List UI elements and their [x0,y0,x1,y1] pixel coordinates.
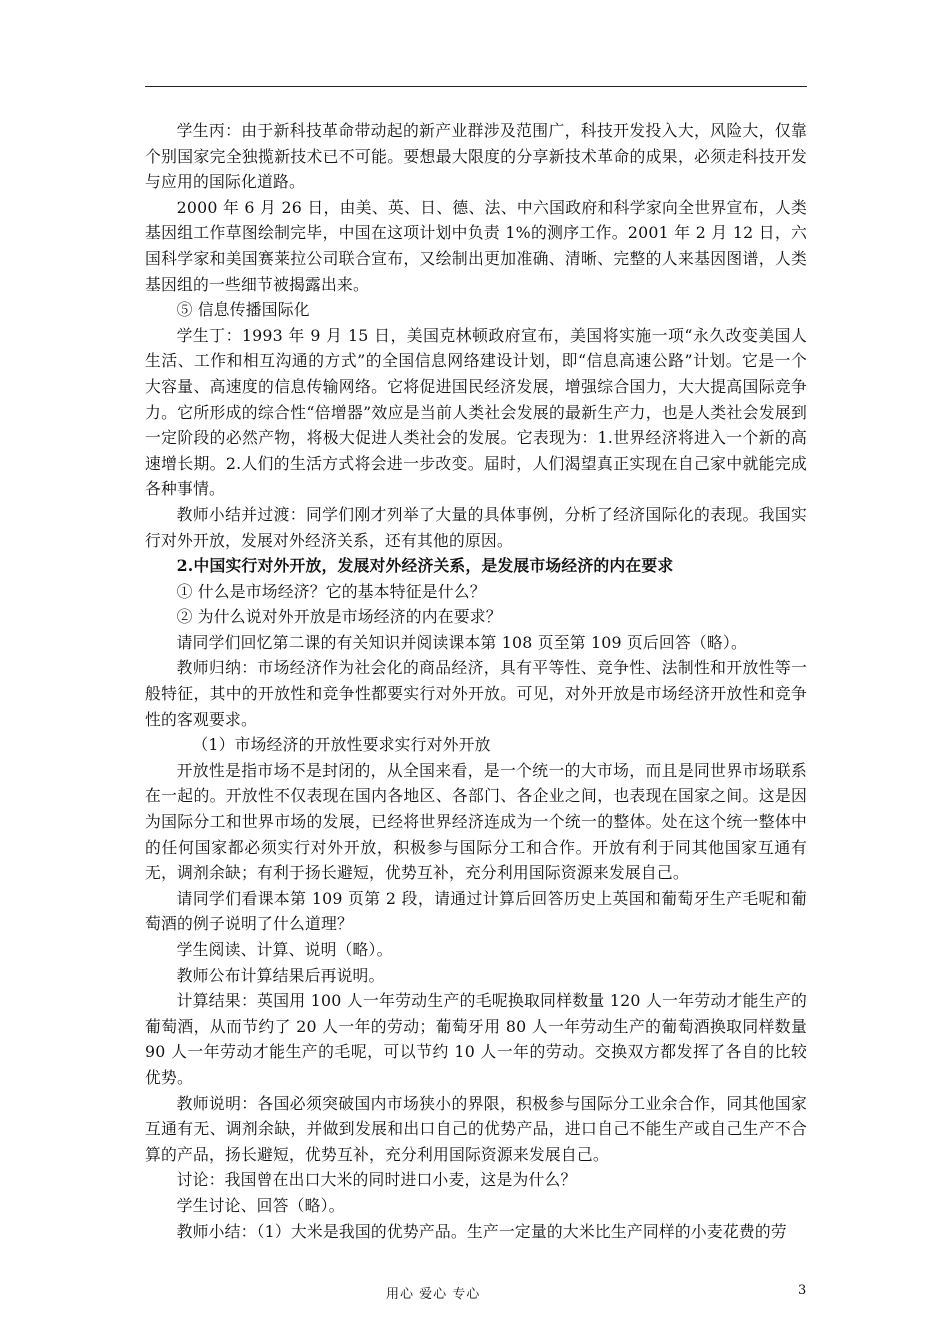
header-rule [145,86,807,87]
paragraph-review: 请同学们回忆第二课的有关知识并阅读课本第 108 页至第 109 页后回答（略）。 [176,632,747,652]
question-1: ① 什么是市场经济？它的基本特征是什么？ [176,581,486,601]
paragraph-teacher-announce: 教师公布计算结果后再说明。 [176,965,385,985]
paragraph-student-c: 学生丙：由于新科技革命带动起的新产业群涉及范围广，科技开发投入大，风险大，仅靠个别国家完全独揽新技术已不可能。要想最大限度的分享新技术革命的成果，必须走科技开发与应用的国际化道路。 [145,121,807,192]
paragraph-teacher-conclusion: 教师归纳：市场经济作为社会化的商品经济，具有平等性、竞争性、法制性和开放性等一般特征，其中的开放性和竞争性都要实行对外开放。可见，对外开放是市场经济开放性和竞争性的客观要求。 [145,658,807,729]
paragraph-student-discuss: 学生讨论、回答（略）。 [176,1195,345,1215]
paragraph-teacher-explain: 教师说明：各国必须突破国内市场狭小的界限，积极参与国际分工业余合作，同其他国家互通有无、调剂余缺，并做到发展和出口自己的优势产品，进口自己不能生产或自己生产不合算的产品，扬长避短，优势互补，充分利用国际资源来发展自己。 [145,1093,807,1164]
page-number: 3 [798,1283,807,1298]
paragraph-textbook-task: 请同学们看课本第 109 页第 2 段，请通过计算后回答历史上英国和葡萄牙生产毛呢和葡萄酒的例子说明了什么道理？ [145,888,807,934]
document-body [145,118,807,1244]
paragraph-discussion: 讨论：我国曾在出口大米的同时进口小麦，这是为什么？ [176,1170,577,1190]
paragraph-teacher-final: 教师小结：（1）大米是我国的优势产品。生产一定量的大米比生产同样的小麦花费的劳 [176,1221,787,1241]
subheading-1: （1）市场经济的开放性要求实行对外开放 [192,735,491,755]
paragraph-student-d: 学生丁：1993 年 9 月 15 日，美国克林顿政府宣布，美国将实施一项“永久改变美国人生活、工作和相互沟通的方式”的全国信息网络建设计划，即“信息高速公路”计划。它是一个大容量、高速度的信息传输网络。它将促进国民经济发展，增强综合国力，大大提高国际竞争力。它所形成的综合性“倍增器”效应是当前人类社会发展的最新生产力，也是人类社会发展到一定阶段的必然产物，将极大促进人类社会的发展。它表现为：1.世界经济将进入一个新的高速增长期。2.人们的生活方式将会进一步改变。届时，人们渴望真正实现在自己家中就能完成各种事情。 [145,325,807,499]
paragraph-student-reading: 学生阅读、计算、说明（略）。 [176,940,393,959]
paragraph-teacher-summary: 教师小结并过渡：同学们刚才列举了大量的具体事例，分析了经济国际化的表现。我国实行对外开放，发展对外经济关系，还有其他的原因。 [145,504,807,550]
paragraph-openness: 开放性是指市场不是封闭的，从全国来看，是一个统一的大市场，而且是同世界市场联系在一起的。开放性不仅表现在国内各地区、各部门、各企业之间，也表现在国家之间。这是因为国际分工和世界市场的发展，已经将世界经济连成为一个统一的整体。处在这个统一整体中的任何国家都必须实行对外开放，积极参与国际分工和合作。开放有利于同其他国家互通有无，调剂余缺；有利于扬长避短，优势互补，充分利用国际资源来发展自己。 [145,760,807,883]
paragraph-heading-info: ⑤ 信息传播国际化 [176,300,310,320]
question-2: ② 为什么说对外开放是市场经济的内在要求？ [176,607,502,627]
paragraph-genome: 2000 年 6 月 26 日，由美、英、日、德、法、中六国政府和科学家向全世界宣布，人类基因组工作草图绘制完毕，中国在这项计划中负责 1%的测序工作。2001 年 2 月 12 日，六国科学家和美国赛莱拉公司联合宣布，又绘制出更加准确、清晰、完整的人来基因图谱，人类基因组的一些细节被揭露出来。 [145,197,807,294]
section-heading-2: 2.中国实行对外开放，发展对外经济关系，是发展市场经济的内在要求 [176,556,674,576]
footer-slogan: 用心 爱心 专心 [386,1287,481,1302]
paragraph-calculation: 计算结果：英国用 100 人一年劳动生产的毛呢换取同样数量 120 人一年劳动才能生产的葡萄酒，从而节约了 20 人一年的劳动；葡萄牙用 80 人一年劳动生产的葡萄酒换取同样数量 90 人一年劳动才能生产的毛呢，可以节约 10 人一年的劳动。交换双方都发挥了各自的比较优势。 [145,991,807,1087]
